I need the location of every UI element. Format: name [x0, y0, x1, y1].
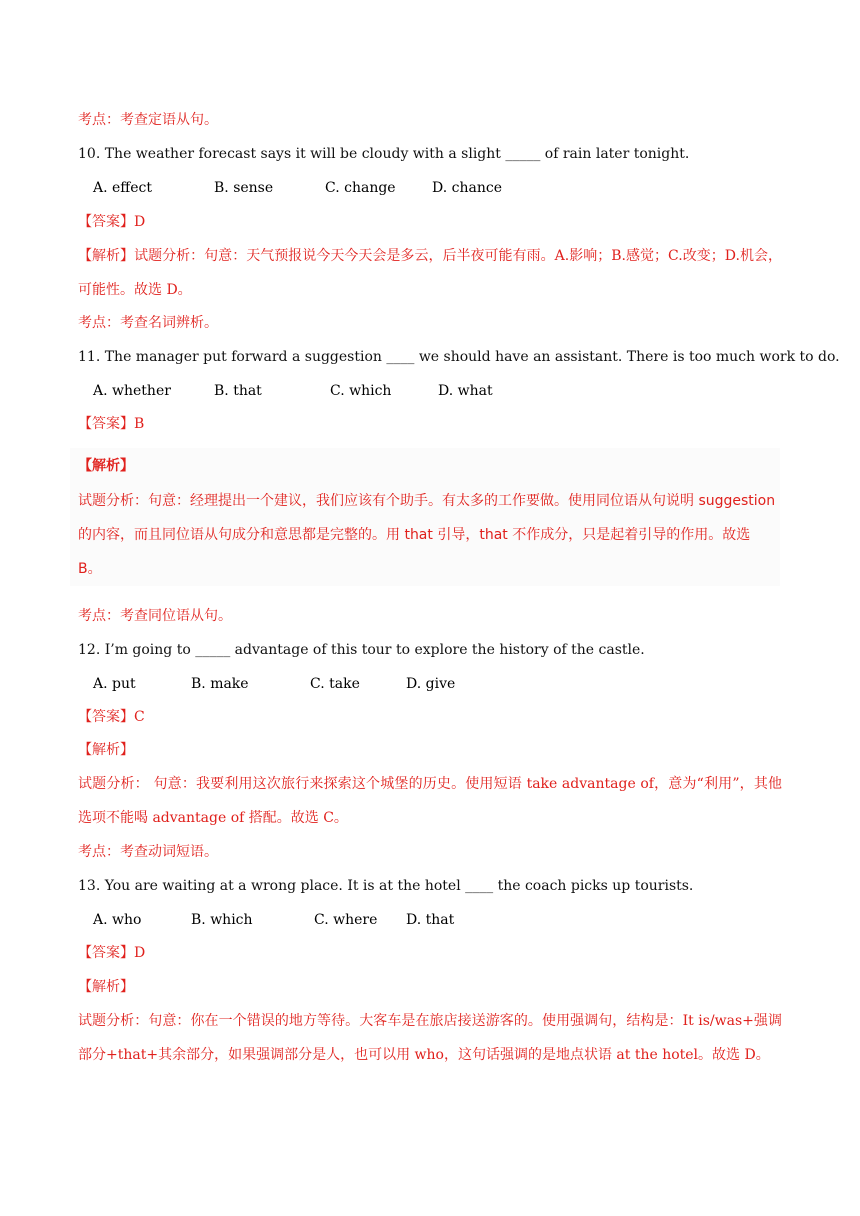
q13-option-c: C. where — [314, 912, 378, 928]
q13-option-b: B. which — [191, 912, 253, 928]
q12-option-d: D. give — [406, 676, 456, 692]
q11-kaodian: 考点：考查同位语从句。 — [78, 608, 232, 624]
q12-option-b: B. make — [191, 676, 249, 692]
q11-analysis-title: 【解析】 — [78, 458, 134, 474]
q13-analysis: 试题分析：句意：你在一个错误的地方等待。大客车是在旅店接送游客的。使用强调句，结构是：It is/was+强调部分+that+其余部分，如果强调部分是人，也可以用 who，这句话强调的是地点状语 at the hotel。故选 D。 — [78, 1013, 782, 1063]
q10-kaodian: 考点：考查名词辨析。 — [78, 315, 218, 331]
q11-analysis-image — [70, 448, 780, 586]
q10-option-c: C. change — [325, 180, 396, 196]
q12-analysis: 试题分析： 句意：我要利用这次旅行来探索这个城堡的历史。使用短语 take advantage of，意为“利用”，其他选项不能喝 advantage of 搭配。故选 C。 — [78, 776, 782, 826]
q11-analysis: 试题分析：句意：经理提出一个建议，我们应该有个助手。有太多的工作要做。使用同位语从句说明 suggestion 的内容，而且同位语从句成分和意思都是完整的。用 that 引导，that 不作成分，只是起着引导的作用。故选 B。 — [78, 493, 776, 577]
q10-option-b: B. sense — [214, 180, 274, 196]
q11-option-d: D. what — [438, 383, 493, 399]
q10-option-a: A. effect — [93, 180, 152, 196]
q11-option-c: C. which — [330, 383, 392, 399]
q11-answer: 【答案】B — [78, 416, 145, 432]
q10-option-d: D. chance — [432, 180, 502, 196]
q11-stem: 11. The manager put forward a suggestion ____ we should have an assistant. There is too much work to do. — [78, 349, 840, 365]
q12-stem: 12. I’m going to _____ advantage of this tour to explore the history of the castle. — [78, 642, 645, 658]
q10-answer: 【答案】D — [78, 214, 146, 230]
q13-analysis-title: 【解析】 — [78, 979, 134, 995]
q10-analysis: 【解析】试题分析：句意：天气预报说今天今天会是多云，后半夜可能有雨。A.影响；B.感觉；C.改变；D.机会，可能性。故选 D。 — [78, 248, 782, 298]
q11-option-a: A. whether — [93, 383, 171, 399]
q13-stem: 13. You are waiting at a wrong place. It is at the hotel ____ the coach picks up tourists. — [78, 878, 694, 894]
q12-option-a: A. put — [93, 676, 136, 692]
q12-analysis-title: 【解析】 — [78, 742, 134, 758]
q12-option-c: C. take — [310, 676, 360, 692]
q12-kaodian: 考点：考查动词短语。 — [78, 844, 218, 860]
q9-kaodian: 考点：考查定语从句。 — [78, 112, 218, 128]
q13-option-d: D. that — [406, 912, 455, 928]
q13-answer: 【答案】D — [78, 945, 146, 961]
q12-answer: 【答案】C — [78, 709, 145, 725]
q13-option-a: A. who — [93, 912, 142, 928]
q11-option-b: B. that — [214, 383, 262, 399]
q10-stem: 10. The weather forecast says it will be cloudy with a slight _____ of rain later tonight. — [78, 146, 690, 162]
